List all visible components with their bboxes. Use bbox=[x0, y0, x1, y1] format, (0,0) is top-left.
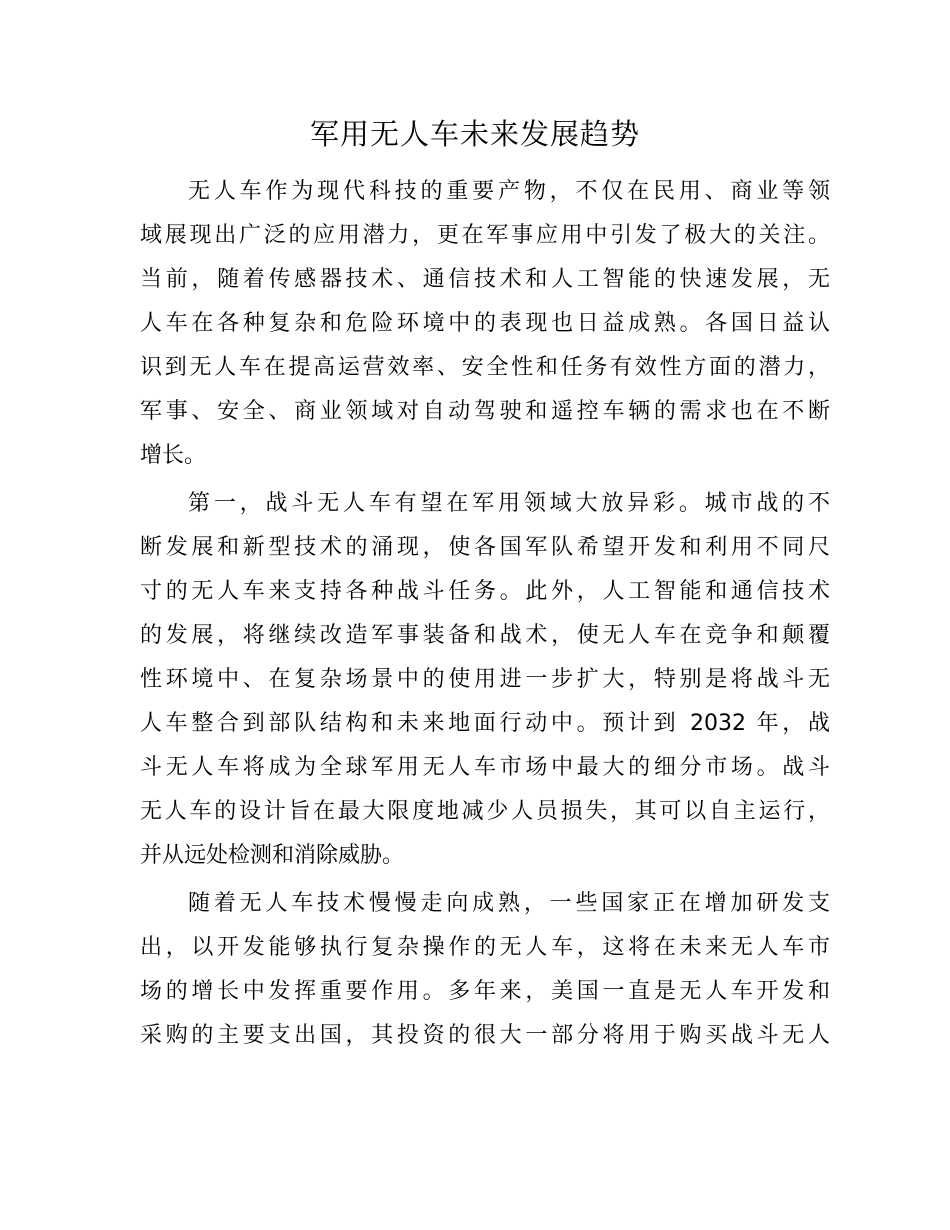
paragraph-line: 的发展，将继续改造军事装备和战术，使无人车在竞争和颠覆 bbox=[140, 623, 830, 648]
paragraph-line: 无人车的设计旨在最大限度地减少人员损失，其可以自主运行， bbox=[140, 799, 830, 824]
paragraph-line: 随着无人车技术慢慢走向成熟，一些国家正在增加研发支 bbox=[188, 891, 830, 916]
paragraph-line: 识到无人车在提高运营效率、安全性和任务有效性方面的潜力， bbox=[140, 355, 830, 380]
paragraph-line: 并从远处检测和消除威胁。 bbox=[140, 843, 405, 868]
paragraph-line: 无人车作为现代科技的重要产物，不仅在民用、商业等领 bbox=[188, 179, 830, 204]
paragraph-line: 域展现出广泛的应用潜力，更在军事应用中引发了极大的关注。 bbox=[140, 223, 830, 248]
paragraph-line: 人车在各种复杂和危险环境中的表现也日益成熟。各国日益认 bbox=[140, 311, 830, 336]
paragraph-line: 寸的无人车来支持各种战斗任务。此外，人工智能和通信技术 bbox=[140, 579, 830, 604]
paragraph-line: 出，以开发能够执行复杂操作的无人车，这将在未来无人车市 bbox=[140, 935, 830, 960]
document-title: 军用无人车未来发展趋势 bbox=[309, 117, 640, 151]
paragraph-line: 增长。 bbox=[140, 443, 207, 468]
paragraph-line: 断发展和新型技术的涌现，使各国军队希望开发和利用不同尺 bbox=[140, 535, 830, 560]
paragraph-line: 第一，战斗无人车有望在军用领域大放异彩。城市战的不 bbox=[188, 491, 830, 516]
paragraph-line: 斗无人车将成为全球军用无人车市场中最大的细分市场。战斗 bbox=[140, 755, 830, 780]
paragraph-3 bbox=[140, 882, 830, 1058]
paragraph-line: 场的增长中发挥重要作用。多年来，美国一直是无人车开发和 bbox=[140, 979, 830, 1004]
paragraph-line: 人车整合到部队结构和未来地面行动中。预计到 2032 年，战 bbox=[140, 711, 830, 736]
paragraph-line: 军事、安全、商业领域对自动驾驶和遥控车辆的需求也在不断 bbox=[140, 399, 830, 424]
paragraph-line: 性环境中、在复杂场景中的使用进一步扩大，特别是将战斗无 bbox=[140, 667, 830, 692]
paragraph-1 bbox=[140, 170, 830, 478]
paragraph-line: 当前，随着传感器技术、通信技术和人工智能的快速发展，无 bbox=[140, 267, 830, 292]
paragraph-line: 采购的主要支出国，其投资的很大一部分将用于购买战斗无人 bbox=[140, 1023, 830, 1048]
paragraph-2 bbox=[140, 482, 830, 878]
